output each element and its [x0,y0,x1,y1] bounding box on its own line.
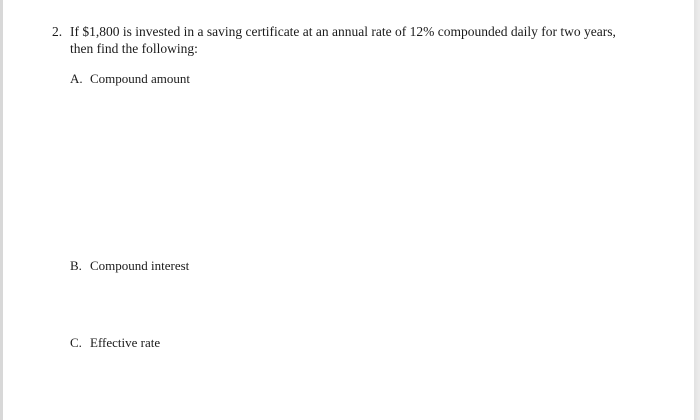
page-edge-left [0,0,3,420]
question-block [52,23,652,57]
part-b-label: Compound interest [90,258,190,273]
part-c-label: Effective rate [90,335,161,350]
part-b-letter: B. [70,258,82,273]
part-c [70,335,160,351]
part-b [70,258,189,274]
part-a-letter: A. [70,71,83,86]
question-line-2: then find the following: [70,41,198,56]
page-edge-right [694,0,700,420]
part-a-label: Compound amount [90,71,191,86]
question-line-1: If $1,800 is invested in a saving certificate at an annual rate of 12% compounded daily for two years, [70,24,616,39]
part-a [70,71,190,87]
question-number: 2. [52,24,63,39]
question-text [70,23,652,57]
part-c-letter: C. [70,335,82,350]
